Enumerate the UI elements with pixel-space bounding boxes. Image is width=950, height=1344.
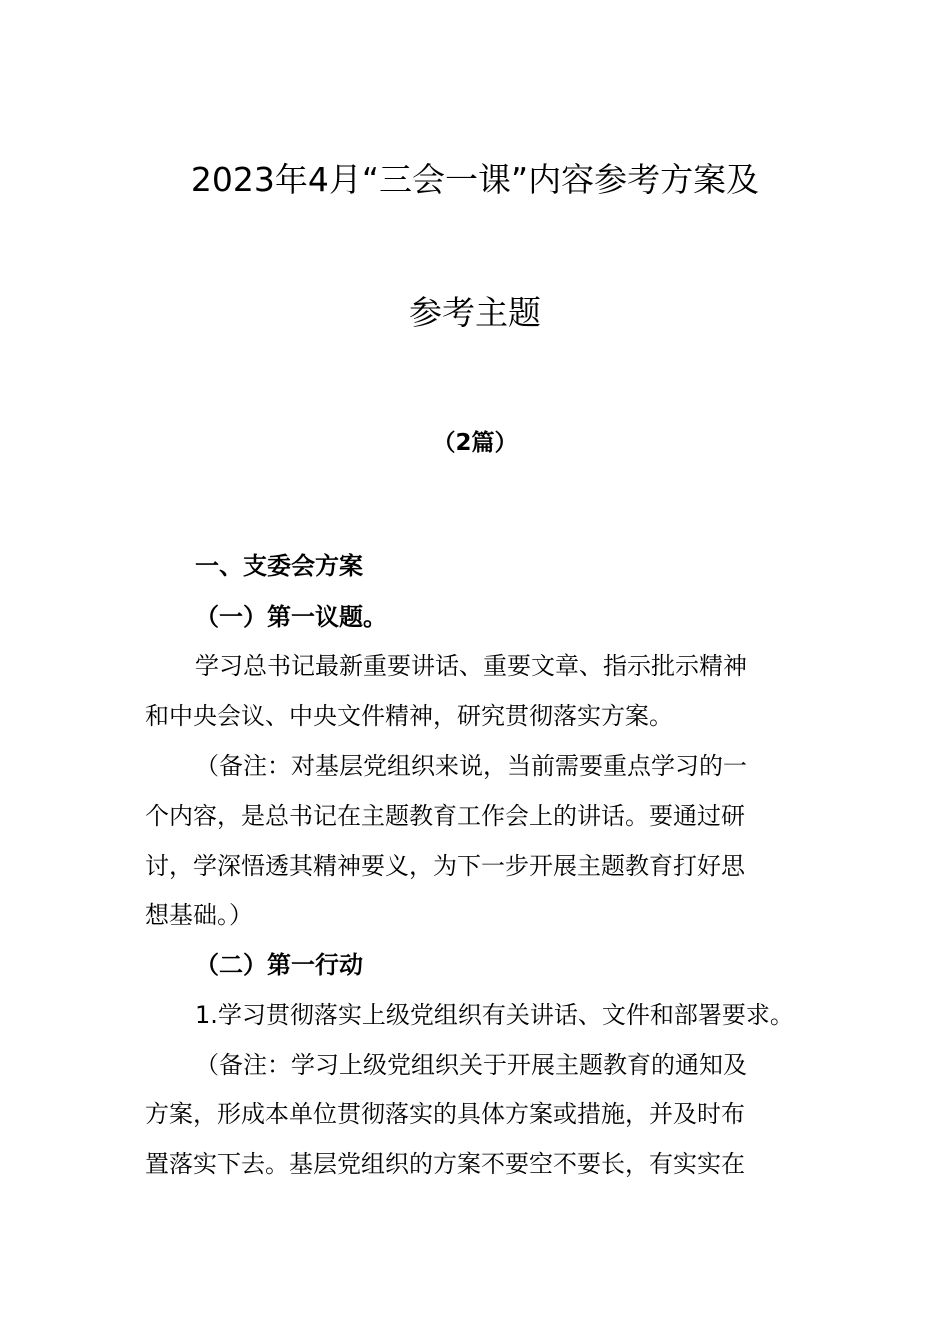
section-heading-1: 一、支委会方案 [195,552,363,580]
list-item-1: 1.学习贯彻落实上级党组织有关讲话、文件和部署要求。 [195,1001,794,1029]
note-2-line-2: 方案，形成本单位贯彻落实的具体方案或措施，并及时布 [145,1100,745,1128]
note-1-line-3: 讨，学深悟透其精神要义，为下一步开展主题教育打好思 [145,852,745,880]
note-1-line-1: （备注：对基层党组织来说，当前需要重点学习的一 [195,752,747,780]
note-2-line-1: （备注：学习上级党组织关于开展主题教育的通知及 [195,1051,747,1079]
paragraph-1-line-2: 和中央会议、中央文件精神，研究贯彻落实方案。 [145,702,673,730]
document-title-line-2: 参考主题 [409,293,541,332]
subsection-heading-2: （二）第一行动 [195,951,363,979]
note-1-line-2: 个内容，是总书记在主题教育工作会上的讲话。要通过研 [145,802,745,830]
note-1-line-4: 想基础。） [145,901,253,929]
document-title-line-1: 2023年4月“三会一课”内容参考方案及 [190,160,760,199]
article-count: （2篇） [432,430,518,456]
subsection-heading-1: （一）第一议题。 [195,603,387,631]
note-2-line-3: 置落实下去。基层党组织的方案不要空不要长，有实实在 [145,1150,745,1178]
paragraph-1-line-1: 学习总书记最新重要讲话、重要文章、指示批示精神 [195,652,747,680]
